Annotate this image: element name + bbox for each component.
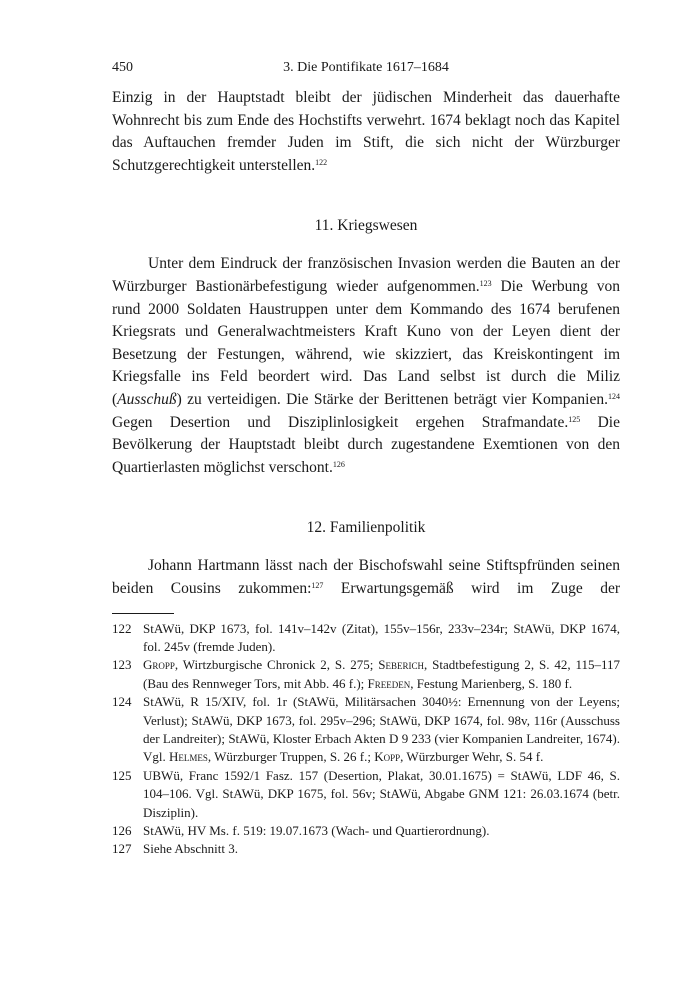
footnote-segment: , Würzburger Truppen, S. 26 f.; <box>207 749 375 765</box>
footnote-ref-124: 124 <box>608 391 620 401</box>
section-heading-kriegswesen: 11. Kriegswesen <box>314 217 418 235</box>
kriegswesen-text-2: Die Werbung von rund 2000 Soldaten Haustruppen unter dem Kommando des 1674 berufenen Kriegsrats und Generalwachtmeisters Kraft Kuno von der Leyen dient der Besetzung der Festungen, während, wie skizziert, das Kreiskontingent im Kriegsfalle ins Feld beordert wird. Das Land selbst ist durch die Miliz ( <box>112 277 620 408</box>
page-header <box>112 60 620 82</box>
footnote-125 <box>112 767 620 822</box>
author-gropp: Gropp <box>143 657 175 673</box>
book-page <box>112 60 620 859</box>
footnote-text: StAWü, DKP 1673, fol. 141v–142v (Zitat), 155v–156r, 233v–234r; StAWü, DKP 1674, fol. 245v (fremde Juden). <box>143 620 620 654</box>
footnote-text <box>143 656 620 693</box>
kriegswesen-text-5: Die Bevölkerung der Hauptstadt bleibt durch zugestandene Exemtionen von den Quartierlasten möglichst verschont. <box>112 413 620 476</box>
section-heading-familienpolitik: 12. Familienpolitik <box>306 519 426 537</box>
running-title: 3. Die Pontifikate 1617–1684 <box>283 60 449 75</box>
footnote-number: 127 <box>112 841 132 857</box>
footnote-number: 122 <box>112 620 132 636</box>
footnote-segment: StAWü, R 15/XIV, fol. 1r (StAWü, Militärsachen 3040½: Ernennung von der Leyens; Verlust); StAWü, DKP 1673, fol. 295v–296; StAWü, DKP 1674, fol. 98v, 116r (Ausschuss der Landreiter); StAWü, Kloster Erbach Akten D 9 233 (vier Kompanien Landreiter, 1674). Vgl. <box>143 694 620 765</box>
footnote-number: 123 <box>112 657 132 673</box>
familienpolitik-paragraph <box>112 555 620 600</box>
kriegswesen-paragraph <box>112 253 620 479</box>
footnote-ref-123: 123 <box>479 278 492 288</box>
footnote-text: UBWü, Franc 1592/1 Fasz. 157 (Desertion, Plakat, 30.01.1675) = StAWü, LDF 46, S. 104–106. Vgl. StAWü, DKP 1675, fol. 56v; StAWü, Abgabe GNM 121: 26.03.1674 (betr. Disziplin). <box>143 767 620 820</box>
intro-text: Einzig in der Hauptstadt bleibt der jüdischen Minderheit das dauerhafte Wohnrecht bis zum Ende des Hochstifts verwehrt. 1674 beklagt noch das Kapitel das Auftauchen fremder Juden im Stift, die sich nicht der Würzburger Schutzgerechtigkeit unterstellen. <box>112 89 620 174</box>
kriegswesen-text-1: Unter dem Eindruck der französischen Invasion werden die Bauten an der Würzburger Bastionärbefestigung wieder aufgenommen. <box>112 255 620 295</box>
footnote-number: 125 <box>112 767 132 783</box>
kriegswesen-text-3: ) zu verteidigen. Die Stärke der Berittenen beträgt vier Kompanien. <box>176 390 608 408</box>
footnote-ref-126: 126 <box>332 459 345 469</box>
footnote-separator <box>112 613 174 614</box>
footnote-number: 124 <box>112 694 132 710</box>
footnote-segment: , Stadtbefestigung 2, S. 42, 115–117 (Bau des Rennweger Tors, mit Abb. 46 f.); <box>143 657 621 691</box>
familienpolitik-text-2: Erwartungsgemäß wird im Zuge der <box>323 579 621 597</box>
author-seberich: Seberich <box>378 657 424 673</box>
footnote-number: 126 <box>112 822 132 838</box>
footnote-segment: , Würzburger Wehr, S. 54 f. <box>400 749 544 765</box>
footnote-ref-125: 125 <box>568 414 581 424</box>
footnote-124 <box>112 693 620 767</box>
footnotes <box>112 620 620 859</box>
kriegswesen-text-4: Gegen Desertion und Disziplinlosigkeit ergehen Strafmandate. <box>112 413 569 431</box>
familienpolitik-text-1: Johann Hartmann lässt nach der Bischofswahl seine Stiftspfründen seinen beiden Cousins zukommen: <box>112 557 620 597</box>
intro-paragraph <box>112 87 620 177</box>
page-number: 450 <box>112 60 133 75</box>
footnote-ref-122: 122 <box>315 157 328 167</box>
footnote-126 <box>112 822 620 840</box>
footnote-text <box>143 693 620 767</box>
footnote-123 <box>112 656 620 693</box>
author-kopp: Kopp <box>374 749 401 765</box>
footnote-127 <box>112 840 620 858</box>
footnote-122 <box>112 620 620 657</box>
footnote-segment: , Wirtzburgische Chronick 2, S. 275; <box>174 657 379 673</box>
footnote-ref-127: 127 <box>311 580 324 590</box>
author-helmes: Helmes <box>169 749 208 765</box>
kriegswesen-italic-term: Ausschuß <box>117 390 177 408</box>
footnote-text: Siehe Abschnitt 3. <box>143 841 238 857</box>
footnote-segment: , Festung Marienberg, S. 180 f. <box>410 675 573 691</box>
footnote-text: StAWü, HV Ms. f. 519: 19.07.1673 (Wach- und Quartierordnung). <box>143 822 490 838</box>
author-freeden: Freeden <box>367 675 411 691</box>
